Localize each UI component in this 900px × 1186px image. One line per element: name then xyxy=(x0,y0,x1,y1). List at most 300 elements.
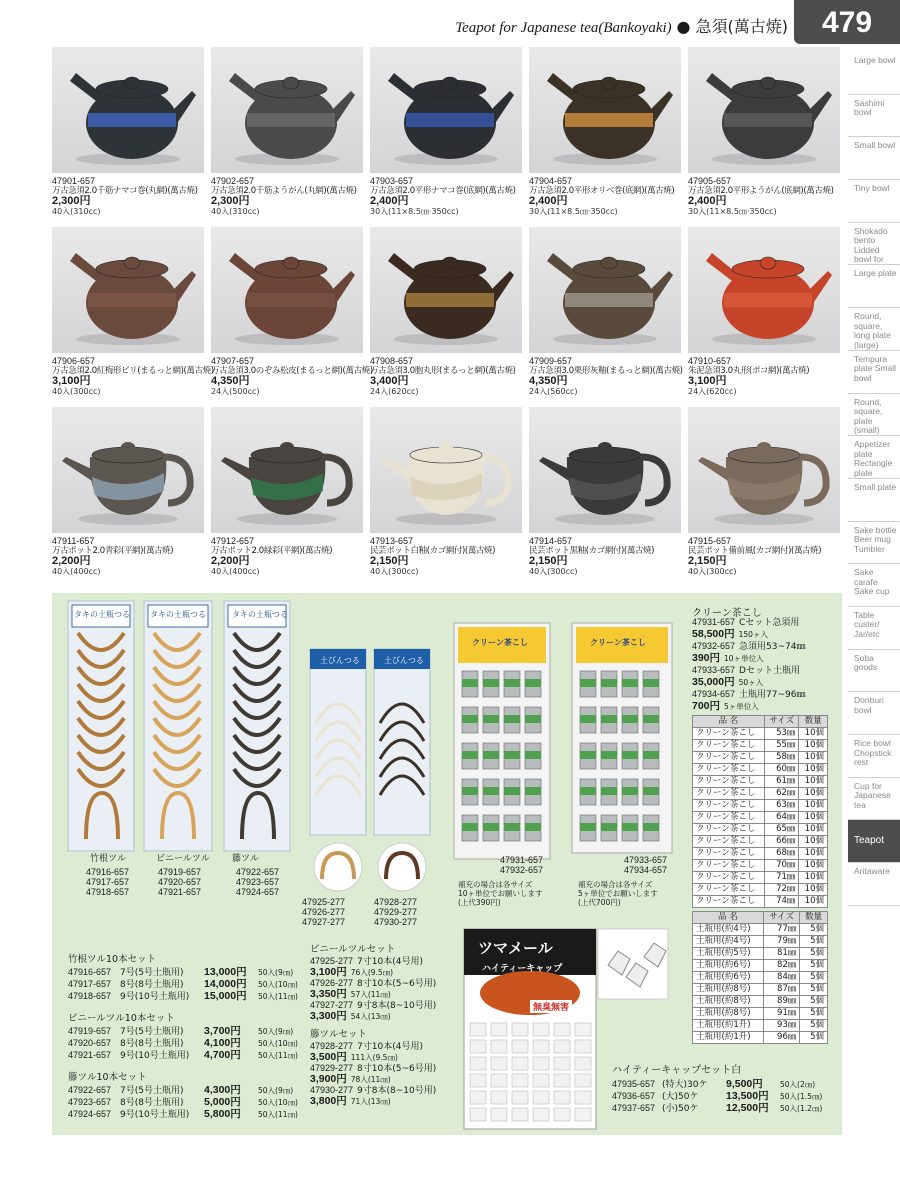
category-tab[interactable]: Table custer/ Jar/etc xyxy=(848,607,900,650)
table-cell: 70㎜ xyxy=(764,860,799,872)
category-tab[interactable]: Large bowl xyxy=(848,52,900,95)
code: 47931-657 xyxy=(500,855,544,865)
item-code: 47934-657 xyxy=(692,689,736,699)
table-cell: 96㎜ xyxy=(763,1032,800,1044)
table-header: 数量 xyxy=(799,716,828,728)
table-cell: 63㎜ xyxy=(764,800,799,812)
item-qty: 57入(11㎝) xyxy=(350,990,391,999)
teapot-image xyxy=(52,407,204,533)
item-price: 5,800円 xyxy=(204,1108,241,1120)
code: 47921-657 xyxy=(158,887,202,897)
table-cell: 55㎜ xyxy=(764,740,799,752)
product-card[interactable] xyxy=(211,47,363,219)
table-row xyxy=(693,764,828,776)
table-cell: 土瓶用(約6号) xyxy=(693,972,764,984)
teapot-image xyxy=(370,47,522,173)
product-code: 47901-657 xyxy=(52,176,96,186)
category-tab[interactable]: Rice bowl Chopstick rest xyxy=(848,735,900,778)
item-price: 3,100円 xyxy=(310,966,347,978)
note-line: 10ヶ単位でお願いします xyxy=(458,889,543,898)
item-qty: 50入(1.5㎝) xyxy=(780,1092,823,1101)
pot-strainer-size-table xyxy=(692,911,828,1044)
code: 47933-657 xyxy=(624,855,668,865)
code: 47930-277 xyxy=(374,917,418,927)
note-line: (上代700円) xyxy=(578,898,621,907)
item-size: 7号(5号土瓶用) xyxy=(120,1027,184,1037)
table-cell: 64㎜ xyxy=(764,812,799,824)
item-size: 7号(5号土瓶用) xyxy=(120,968,184,978)
product-price: 4,350円 xyxy=(529,375,568,388)
table-cell: 土瓶用(約4号) xyxy=(693,924,764,936)
product-photo xyxy=(211,227,363,353)
category-tab[interactable]: Round, square, plate (small) xyxy=(848,394,900,437)
item-code: 47924-657 xyxy=(68,1109,112,1119)
product-qty: 40入(300cc) xyxy=(370,567,419,577)
table-row xyxy=(693,896,828,908)
table-cell: 10個 xyxy=(799,764,828,776)
table-cell: 93㎜ xyxy=(763,1020,800,1032)
set-row xyxy=(68,979,298,991)
table-cell: 10個 xyxy=(799,776,828,788)
product-code: 47903-657 xyxy=(370,176,414,186)
product-price: 2,400円 xyxy=(370,195,409,208)
product-photo xyxy=(52,407,204,533)
table-cell: 5個 xyxy=(800,948,828,960)
product-name: 朱泥急須3.0丸形(ボコ網)(萬古焼) xyxy=(688,365,810,376)
item-price: 3,500円 xyxy=(310,1051,347,1063)
table-cell: 10個 xyxy=(799,824,828,836)
category-tab[interactable]: Shokado bento Lidded bowl for xyxy=(848,223,900,266)
item-code: 47917-657 xyxy=(68,979,112,989)
item-qty: 50入(11㎝) xyxy=(258,1110,298,1119)
table-cell: 61㎜ xyxy=(764,776,799,788)
teapot-image xyxy=(52,47,204,173)
category-tabs xyxy=(848,52,900,906)
category-tab[interactable]: Appetizer plate Rectangle plate xyxy=(848,436,900,479)
table-cell: 土瓶用(約8号) xyxy=(693,1008,764,1020)
product-code: 47909-657 xyxy=(529,356,573,366)
table-cell: 10個 xyxy=(799,848,828,860)
category-tab[interactable]: Tiny bowl xyxy=(848,180,900,223)
set-group xyxy=(310,1028,436,1107)
table-row xyxy=(693,1032,828,1044)
product-qty: 40入(400cc) xyxy=(52,567,101,577)
item-desc: (特大)30ケ xyxy=(662,1080,708,1090)
table-row xyxy=(693,1008,828,1020)
strainer-row-price xyxy=(692,653,806,665)
table-cell: 土瓶用(約6号) xyxy=(693,960,764,972)
item-price: 58,500円 xyxy=(692,628,735,640)
item-code: 47918-657 xyxy=(68,991,112,1001)
item-qty: 50入(10㎝) xyxy=(258,1039,298,1048)
product-info xyxy=(52,357,212,397)
product-info xyxy=(529,537,689,577)
page-number: 479 xyxy=(794,0,900,44)
item-code: 47916-657 xyxy=(68,967,112,977)
product-name: 万古急須2.0平形ナマコ巻(底網)(萬古焼) xyxy=(370,185,516,196)
item-qty: 50入(1.2㎝) xyxy=(780,1104,823,1113)
product-code: 47905-657 xyxy=(688,176,732,186)
title-jp: ● 急須(萬古焼) xyxy=(676,17,788,36)
product-info xyxy=(211,537,371,577)
item-price: 4,100円 xyxy=(204,1037,241,1049)
product-name: 万古ポット2.0緑彩(平網)(萬古焼) xyxy=(211,545,333,556)
item-size: 8号(8号土瓶用) xyxy=(120,1039,184,1049)
table-cell: 74㎜ xyxy=(764,896,799,908)
table-cell: 10個 xyxy=(799,872,828,884)
item-qty: 150ヶ入 xyxy=(738,630,768,639)
product-name: 万古急須2.0平形オリベ巻(底網)(萬古焼) xyxy=(529,185,675,196)
teapot-image xyxy=(52,227,204,353)
table-header: 品 名 xyxy=(693,912,764,924)
package xyxy=(374,649,430,835)
table-cell: 5個 xyxy=(800,972,828,984)
item-desc: Dセット土瓶用 xyxy=(739,666,800,676)
product-card[interactable] xyxy=(529,227,681,399)
product-code: 47907-657 xyxy=(211,356,255,366)
table-cell: 10個 xyxy=(799,728,828,740)
product-qty: 40入(300cc) xyxy=(52,387,101,397)
category-tab[interactable]: Sake carafe Sake cup xyxy=(848,564,900,607)
product-code: 47911-657 xyxy=(52,536,95,546)
set-row-price xyxy=(310,967,436,978)
item-price: 4,700円 xyxy=(204,1049,241,1061)
code: 47932-657 xyxy=(500,865,544,875)
table-cell: 土瓶用(約1升) xyxy=(693,1032,764,1044)
teapot-image xyxy=(529,227,681,353)
product-card[interactable] xyxy=(688,47,840,219)
strainer-title: クリーン茶こし xyxy=(692,608,762,619)
item-code: 47919-657 xyxy=(68,1026,112,1036)
code: 47922-657 xyxy=(236,867,280,877)
product-card[interactable] xyxy=(370,407,522,579)
table-header-row xyxy=(693,716,828,728)
item-code: 47933-657 xyxy=(692,665,736,675)
strainer-pkg-label-2: クリーン茶こし xyxy=(590,638,646,647)
item-code: 47926-277 xyxy=(310,978,354,988)
teapot-image xyxy=(529,407,681,533)
table-row xyxy=(693,984,828,996)
item-price: 3,900円 xyxy=(310,1073,347,1085)
table-cell: 土瓶用(約5号) xyxy=(693,948,764,960)
cap-pkg-badge: 無臭無害 xyxy=(530,1000,572,1013)
table-row xyxy=(693,848,828,860)
table-cell: 10個 xyxy=(799,800,828,812)
category-tab[interactable]: Large plate xyxy=(848,265,900,308)
table-cell: クリーン茶こし xyxy=(693,800,765,812)
codes-bamboo xyxy=(86,867,129,897)
table-cell: 87㎜ xyxy=(763,984,800,996)
pkg-label-3: タキの土瓶つる xyxy=(232,610,288,619)
table-cell: 10個 xyxy=(799,752,828,764)
item-qty: 78入(11㎝) xyxy=(350,1075,391,1084)
product-price: 3,400円 xyxy=(370,375,409,388)
product-name: 万古急須3.0栗形灰釉(まるっと網)(萬古焼) xyxy=(529,365,683,376)
codes-rattan xyxy=(236,867,279,897)
cap-pkg-title: ツマメール xyxy=(478,939,553,957)
set-row xyxy=(68,991,298,1003)
item-qty: 54入(13㎝) xyxy=(350,1012,391,1021)
table-cell: クリーン茶こし xyxy=(693,812,765,824)
product-qty: 40入(300cc) xyxy=(529,567,578,577)
page-title xyxy=(455,14,788,37)
category-tab[interactable]: Cup for Japanese tea xyxy=(848,778,900,821)
product-price: 2,150円 xyxy=(529,555,568,568)
set-title: ビニールツル10本セット xyxy=(68,1013,175,1024)
table-row xyxy=(693,948,828,960)
product-photo xyxy=(370,407,522,533)
table-row xyxy=(693,824,828,836)
teapot-image xyxy=(688,407,840,533)
set-row xyxy=(68,1085,298,1097)
item-price: 390円 xyxy=(692,652,721,664)
product-qty: 40入(400cc) xyxy=(211,567,260,577)
category-tab[interactable]: Donburi bowl xyxy=(848,692,900,735)
teapot-image xyxy=(211,227,363,353)
item-price: 700円 xyxy=(692,700,721,712)
table-cell: 72㎜ xyxy=(764,884,799,896)
table-cell: 10個 xyxy=(799,860,828,872)
product-code: 47902-657 xyxy=(211,176,255,186)
set-row xyxy=(68,1050,298,1062)
handle-type-vinyl: ビニールツル xyxy=(156,853,210,863)
item-price: 12,500円 xyxy=(726,1102,769,1114)
product-info xyxy=(529,177,689,217)
product-price: 2,400円 xyxy=(529,195,568,208)
table-row xyxy=(693,776,828,788)
item-qty: 50入(11㎝) xyxy=(258,992,298,1001)
code: 47920-657 xyxy=(158,877,202,887)
product-card[interactable] xyxy=(688,227,840,399)
code: 47917-657 xyxy=(86,877,130,887)
item-size: 8寸10本(5~6号用) xyxy=(357,1064,437,1074)
note-line: (上代390円) xyxy=(458,898,501,907)
item-qty: 71入(13㎝) xyxy=(350,1097,391,1106)
pkg-label-4: 土びんつる xyxy=(320,656,360,665)
product-code: 47912-657 xyxy=(211,536,255,546)
item-desc: 急須用53~74㎜ xyxy=(739,642,806,652)
category-tab[interactable]: Sake bottle Beer mug Tumbler xyxy=(848,522,900,565)
product-price: 2,200円 xyxy=(52,555,91,568)
product-price: 2,300円 xyxy=(52,195,91,208)
accessories-panel xyxy=(52,593,842,1135)
table-row xyxy=(693,836,828,848)
code: 47918-657 xyxy=(86,887,130,897)
item-price: 3,700円 xyxy=(204,1025,241,1037)
category-tab[interactable]: Teapot xyxy=(848,820,900,863)
product-code: 47904-657 xyxy=(529,176,573,186)
category-tab[interactable]: Small plate xyxy=(848,479,900,522)
category-tab[interactable]: Tempura plate Small bowl xyxy=(848,351,900,394)
product-photo xyxy=(52,47,204,173)
table-row xyxy=(693,924,828,936)
set-group xyxy=(68,1071,298,1121)
table-cell: 79㎜ xyxy=(763,936,800,948)
product-card[interactable] xyxy=(52,47,204,219)
product-card[interactable] xyxy=(529,407,681,579)
product-photo xyxy=(370,47,522,173)
category-tab[interactable]: Aritaware xyxy=(848,863,900,906)
cap-price-list xyxy=(612,1079,822,1115)
set-title: ビニールツルセット xyxy=(310,944,396,955)
product-card[interactable] xyxy=(529,47,681,219)
item-size: 9寸8本(8~10号用) xyxy=(357,1001,437,1011)
item-code: 47930-277 xyxy=(310,1085,354,1095)
codes-vinyl xyxy=(158,867,201,897)
teapot-image xyxy=(370,227,522,353)
table-cell: 81㎜ xyxy=(763,948,800,960)
product-card[interactable] xyxy=(52,407,204,579)
product-card[interactable] xyxy=(688,407,840,579)
product-qty: 24入(560cc) xyxy=(529,387,578,397)
product-name: 民芸ポット黒釉(カゴ網付)(萬古焼) xyxy=(529,545,655,556)
table-cell: 68㎜ xyxy=(764,848,799,860)
refill-note-b xyxy=(578,880,658,907)
item-price: 3,800円 xyxy=(310,1095,347,1107)
product-card[interactable] xyxy=(211,407,363,579)
category-tab[interactable]: Small bowl xyxy=(848,137,900,180)
table-cell: クリーン茶こし xyxy=(693,896,765,908)
item-code: 47932-657 xyxy=(692,641,736,651)
product-qty: 24入(620cc) xyxy=(688,387,737,397)
table-cell: 5個 xyxy=(800,984,828,996)
item-code: 47928-277 xyxy=(310,1041,354,1051)
table-cell: クリーン茶こし xyxy=(693,824,765,836)
product-card[interactable] xyxy=(52,227,214,399)
table-header: サイズ xyxy=(763,912,800,924)
product-photo xyxy=(52,227,204,353)
table-cell: 10個 xyxy=(799,884,828,896)
category-tab[interactable]: Round, square, long plate (large) xyxy=(848,308,900,351)
strainer-row-price xyxy=(692,701,806,713)
table-cell: クリーン茶こし xyxy=(693,884,765,896)
strainer-row-price xyxy=(692,629,806,641)
cap-row xyxy=(612,1079,822,1091)
product-card[interactable] xyxy=(370,227,522,399)
product-code: 47910-657 xyxy=(688,356,732,366)
category-tab[interactable]: Sashimi bowl xyxy=(848,95,900,138)
table-header: 数量 xyxy=(800,912,828,924)
pkg-label-2: タキの土瓶つる xyxy=(150,610,206,619)
table-cell: 77㎜ xyxy=(763,924,800,936)
display-codes-b xyxy=(624,855,667,875)
table-header: サイズ xyxy=(764,716,799,728)
table-cell: 10個 xyxy=(799,812,828,824)
code: 47929-277 xyxy=(374,907,418,917)
strainer-row-price xyxy=(692,677,806,689)
product-card[interactable] xyxy=(370,47,522,219)
teapot-image xyxy=(529,47,681,173)
teapot-image xyxy=(688,227,840,353)
table-cell: クリーン茶こし xyxy=(693,764,765,776)
item-code: 47936-657 xyxy=(612,1091,656,1101)
set-title: 籐ツル10本セット xyxy=(68,1072,147,1083)
code: 47916-657 xyxy=(86,867,130,877)
category-tab[interactable]: Soba goods xyxy=(848,650,900,693)
item-desc: (小)50ケ xyxy=(662,1104,699,1114)
set-title: 籐ツルセット xyxy=(310,1029,368,1040)
set-row-price xyxy=(310,989,436,1000)
product-info xyxy=(688,177,848,217)
product-price: 3,100円 xyxy=(688,375,727,388)
package xyxy=(310,649,366,835)
item-code: 47927-277 xyxy=(310,1000,354,1010)
table-row xyxy=(693,872,828,884)
table-header-row xyxy=(693,912,828,924)
strainer-price-list xyxy=(692,617,806,713)
product-name: 民芸ポット白釉(カゴ網付)(萬古焼) xyxy=(370,545,496,556)
table-row xyxy=(693,1020,828,1032)
product-code: 47906-657 xyxy=(52,356,96,366)
table-cell: 10個 xyxy=(799,836,828,848)
product-price: 4,350円 xyxy=(211,375,250,388)
product-name: 民芸ポット備前風(カゴ網付)(萬古焼) xyxy=(688,545,822,556)
set-row xyxy=(68,1038,298,1050)
set-group xyxy=(68,1012,298,1062)
item-qty: 50ヶ入 xyxy=(738,678,764,687)
title-en: Teapot for Japanese tea(Bankoyaki) xyxy=(455,20,672,36)
set-row-price xyxy=(310,1011,436,1022)
product-qty: 40入(300cc) xyxy=(688,567,737,577)
product-info xyxy=(52,177,212,217)
product-price: 2,200円 xyxy=(211,555,250,568)
product-code: 47915-657 xyxy=(688,536,732,546)
product-price: 2,150円 xyxy=(370,555,409,568)
product-name: 万古急須3.0胞丸形(まるっと網)(萬古焼) xyxy=(370,365,516,376)
product-photo xyxy=(529,407,681,533)
item-price: 13,500円 xyxy=(726,1090,769,1102)
table-cell: クリーン茶こし xyxy=(693,776,765,788)
table-row xyxy=(693,960,828,972)
table-cell: クリーン茶こし xyxy=(693,728,765,740)
product-code: 47913-657 xyxy=(370,536,414,546)
table-cell: クリーン茶こし xyxy=(693,752,765,764)
code: 47919-657 xyxy=(158,867,202,877)
table-row xyxy=(693,996,828,1008)
item-price: 3,300円 xyxy=(310,1010,347,1022)
product-photo xyxy=(211,407,363,533)
product-qty: 40入(310cc) xyxy=(211,207,260,217)
item-qty: 50入(2㎝) xyxy=(780,1080,816,1089)
set-row-price xyxy=(310,1096,436,1107)
item-qty: 50入(9㎝) xyxy=(258,1027,294,1036)
product-name: 万古急須2.0紅梅形ビリ(まるっと網)(萬古焼) xyxy=(52,365,214,376)
product-info xyxy=(529,357,689,397)
teapot-image xyxy=(211,47,363,173)
table-cell: 91㎜ xyxy=(763,1008,800,1020)
table-cell: 71㎜ xyxy=(764,872,799,884)
strainer-pkg-label-1: クリーン茶こし xyxy=(472,638,528,647)
code: 47924-657 xyxy=(236,887,280,897)
table-row xyxy=(693,752,828,764)
item-desc: 土瓶用77~96㎜ xyxy=(739,690,806,700)
product-price: 2,150円 xyxy=(688,555,727,568)
handle-type-rattan: 籐ツル xyxy=(232,853,260,863)
table-cell: 5個 xyxy=(800,996,828,1008)
item-price: 9,500円 xyxy=(726,1078,763,1090)
table-row xyxy=(693,740,828,752)
set-group xyxy=(310,943,436,1022)
product-qty: 24入(500cc) xyxy=(211,387,260,397)
item-code: 47925-277 xyxy=(310,956,354,966)
product-card[interactable] xyxy=(211,227,373,399)
item-qty: 50入(10㎝) xyxy=(258,1098,298,1107)
product-photo xyxy=(688,47,840,173)
code: 47927-277 xyxy=(302,917,346,927)
product-code: 47908-657 xyxy=(370,356,414,366)
handle-sets-left xyxy=(68,953,298,1130)
handle-type-bamboo: 竹根ツル xyxy=(90,853,127,863)
